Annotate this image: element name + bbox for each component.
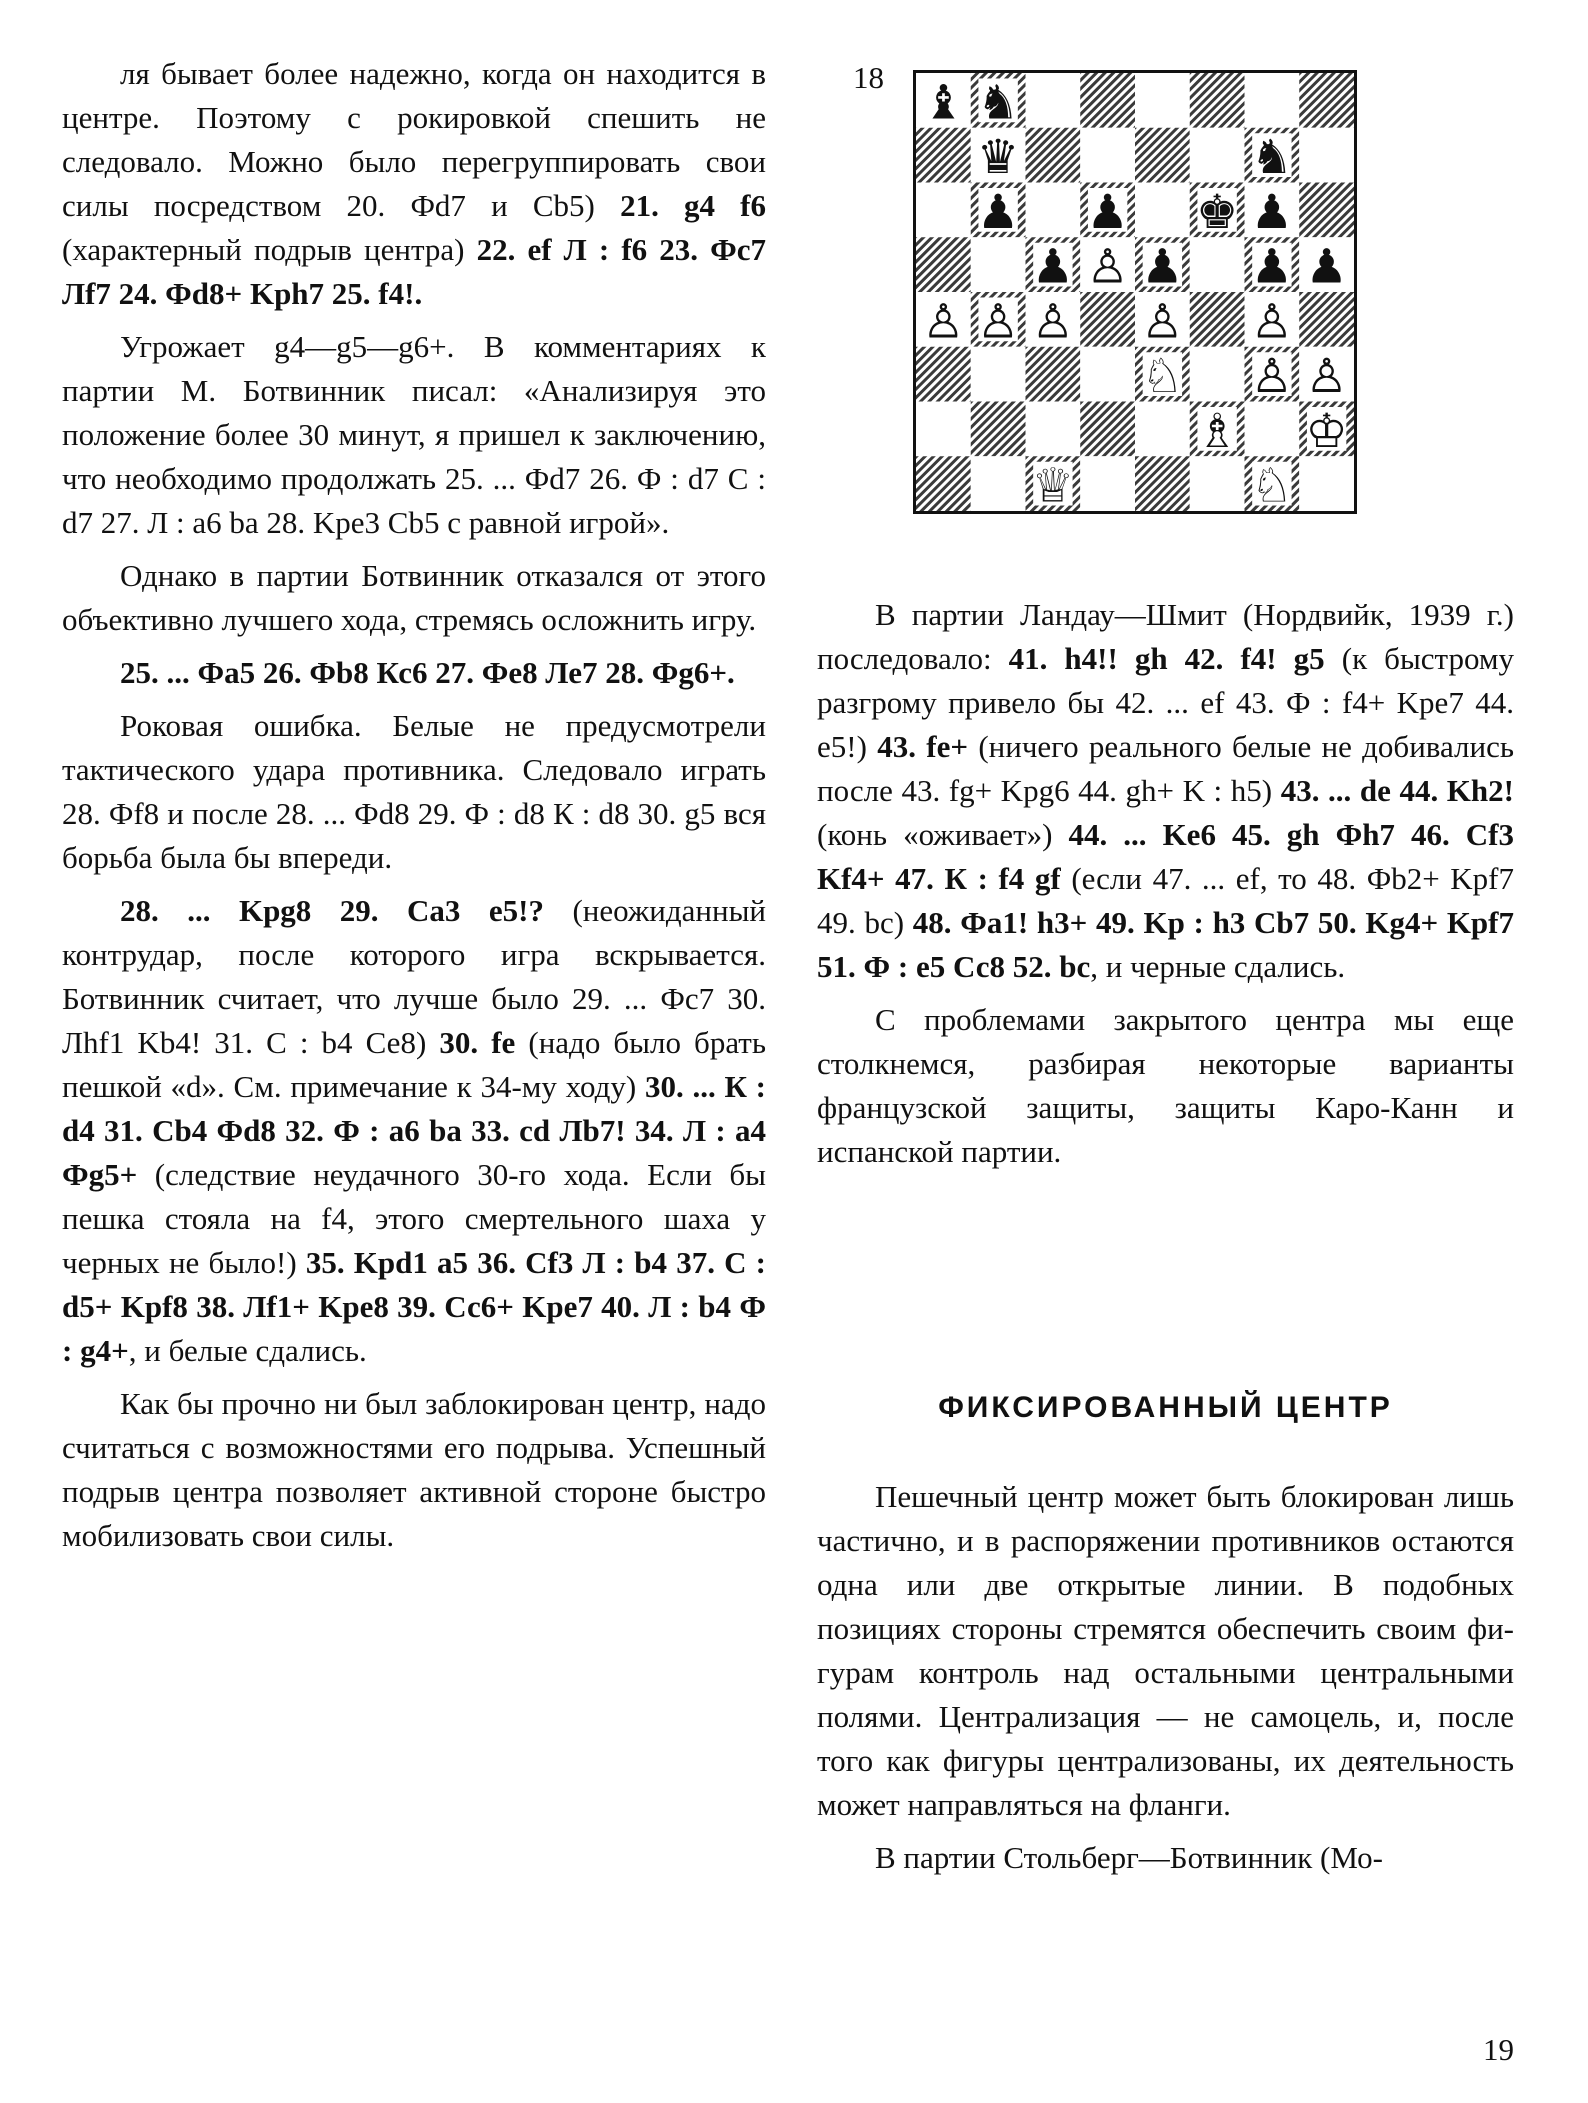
white-pawn-icon: ♙ xyxy=(1031,294,1074,350)
dark-square xyxy=(1299,183,1354,238)
black-bishop-icon: ♝ xyxy=(922,75,965,131)
move-notation: 43. ... de 44. Kh2! xyxy=(1280,773,1514,808)
light-square xyxy=(1190,237,1245,292)
white-pawn-icon: ♙ xyxy=(922,294,965,350)
light-square xyxy=(1080,347,1135,402)
page-number: 19 xyxy=(1483,2032,1514,2067)
light-square xyxy=(1135,73,1190,128)
text-segment: (характерный подрыв центра) xyxy=(62,232,477,267)
black-knight-icon: ♞ xyxy=(1250,130,1293,186)
white-pawn-icon: ♙ xyxy=(1250,349,1293,405)
white-knight-icon: ♘ xyxy=(1250,458,1293,514)
section-heading: ФИКСИРОВАННЫЙ ЦЕНТР xyxy=(938,1391,1393,1424)
white-queen-icon: ♕ xyxy=(1031,458,1074,514)
white-knight-icon: ♘ xyxy=(1141,349,1184,405)
text-segment: (надо было брать пешкой «d». См. примечание к 34-му ходу) xyxy=(62,1025,766,1104)
paragraph xyxy=(62,1382,766,1558)
light-square xyxy=(971,347,1026,402)
text-segment: (конь «оживает») xyxy=(817,817,1069,852)
light-square xyxy=(1135,402,1190,457)
dark-square xyxy=(1299,73,1354,128)
light-square xyxy=(1245,402,1300,457)
dark-square xyxy=(1190,73,1245,128)
text-segment: В партии Стольберг—Ботвинник (Мо- xyxy=(875,1840,1383,1875)
white-pawn-icon: ♙ xyxy=(1250,294,1293,350)
light-square xyxy=(916,402,971,457)
paragraph xyxy=(62,704,766,880)
text-segment: , и белые сдались. xyxy=(128,1333,367,1368)
move-notation: 44. ... Ke6 45. gh Фh7 46. Cf3 Kf4+ 47. К : f4 gf xyxy=(817,817,1514,896)
move-notation: 22. ef Л : f6 23. Фс7 Лf7 24. Фd8+ Kph7 25. f4!. xyxy=(62,232,766,311)
dark-square xyxy=(916,347,971,402)
text-segment: Пешечный центр может быть блокирован лишь частично, и в распоряжении противников остаются одна или две открытые линии. В подобных позициях стороны стремятся обеспечить своим фигурам контроль над остальными центральными полями. Централизация — не самоцель, и, после того как фигуры централизованы, их деятельность может направляться на фланги. xyxy=(817,1479,1514,1822)
text-segment: (неожиданный контрудар, после которого игра вскрывается. Ботвинник считает, что лучше было 29. ... Фс7 30. Лhf1 Kb4! 31. С : b4 Се8) xyxy=(62,893,767,1060)
text-segment: Роковая ошибка. Белые не предусмотрели тактического удара противника. Следовало играть 28. Фf8 и после 28. ... Фd8 29. Ф : d8 К : d8 30. g5 вся борьба была бы впереди. xyxy=(62,708,766,875)
text-segment: В партии Ландау—Шмит (Нордвийк, 1939 г.) последовало: xyxy=(817,597,1514,676)
text-segment: (ничего реального белые не добивались после 43. fg+ Kpg6 44. gh+ K : h5) xyxy=(817,729,1514,808)
text-segment: Однако в партии Ботвинник отказался от этого объективно лучшего хода, стремясь осложнить игру. xyxy=(62,558,766,637)
dark-square xyxy=(1190,292,1245,347)
light-square xyxy=(1080,128,1135,183)
dark-square xyxy=(1080,292,1135,347)
right-column-bottom xyxy=(817,1475,1514,1880)
black-king-icon: ♚ xyxy=(1196,184,1239,240)
dark-square xyxy=(916,456,971,511)
move-notation: 30. fe xyxy=(439,1025,516,1060)
black-pawn-icon: ♟ xyxy=(977,184,1020,240)
paragraph xyxy=(62,651,766,695)
light-square xyxy=(1190,347,1245,402)
dark-square xyxy=(1080,73,1135,128)
text-segment: ля бывает более надежно, когда он находится в центре. Поэтому с рокировкой спешить не следовало. Можно было перегруппировать свои силы посредством 20. Фd7 и Сb5) xyxy=(62,56,766,223)
text-segment: (если 47. ... ef, то 48. Фb2+ Kpf7 49. bс) xyxy=(817,861,1514,940)
paragraph xyxy=(817,1836,1514,1880)
text-segment: Угрожает g4—g5—g6+. В комментариях к партии М. Ботвинник писал: «Анализируя это положение более 30 минут, я пришел к заключению, что необходимо продолжать 25. ... Фd7 26. Ф : d7 С : d7 27. Л : а6 bа 28. Kpe3 Cb5 с равной игрой». xyxy=(62,329,766,540)
light-square xyxy=(1026,402,1081,457)
text-segment: (к быстрому разгрому привело бы 42. ... ef 43. Ф : f4+ Kpe7 44. е5!) xyxy=(817,641,1514,764)
dark-square xyxy=(916,237,971,292)
white-king-icon: ♔ xyxy=(1305,403,1348,459)
text-segment: Как бы прочно ни был заблокирован центр, надо считаться с возможностями его подрыва. Успешный подрыв центра позволяет активной стороне быстро мобилизовать свои силы. xyxy=(62,1386,766,1553)
move-notation: 35. Kpd1 а5 36. Cf3 Л : b4 37. С : d5+ Kpf8 38. Лf1+ Kpe8 39. Сс6+ Kpe7 40. Л : b4 Ф : g4+ xyxy=(62,1245,766,1368)
move-notation: 43. fe+ xyxy=(877,729,969,764)
white-pawn-icon: ♙ xyxy=(977,294,1020,350)
diagram-number: 18 xyxy=(853,60,884,95)
light-square xyxy=(1245,73,1300,128)
dark-square xyxy=(1299,292,1354,347)
dark-square xyxy=(1026,128,1081,183)
light-square xyxy=(1299,456,1354,511)
black-pawn-icon: ♟ xyxy=(1250,184,1293,240)
light-square xyxy=(1190,456,1245,511)
move-notation: 48. Фа1! h3+ 49. Kp : h3 Cb7 50. Kg4+ Kpf7 51. Ф : е5 Сс8 52. bс xyxy=(817,905,1514,984)
text-segment: (следствие неудачного 30-го хода. Если бы пешка стояла на f4, этого смертельного шаха у черных не было!) xyxy=(62,1157,766,1280)
white-pawn-icon: ♙ xyxy=(1086,239,1129,295)
dark-square xyxy=(1080,402,1135,457)
dark-square xyxy=(1135,456,1190,511)
left-column xyxy=(62,52,766,1558)
light-square xyxy=(1026,183,1081,238)
text-segment: , и черные сдались. xyxy=(1090,949,1346,984)
light-square xyxy=(1299,128,1354,183)
light-square xyxy=(971,237,1026,292)
paragraph xyxy=(62,325,766,545)
dark-square xyxy=(971,402,1026,457)
black-pawn-icon: ♟ xyxy=(1086,184,1129,240)
dark-square xyxy=(1135,128,1190,183)
move-notation: 41. h4!! gh 42. f4! g5 xyxy=(1008,641,1325,676)
black-pawn-icon: ♟ xyxy=(1250,239,1293,295)
text-segment: С проблемами закрытого центра мы еще столкнемся, разбирая некоторые варианты французской защиты, защиты Каро-Канн и испанской партии. xyxy=(817,1002,1514,1169)
light-square xyxy=(1080,456,1135,511)
light-square xyxy=(916,183,971,238)
move-notation: 30. ... К : d4 31. Cb4 Фd8 32. Ф : а6 bа 33. cd Лb7! 34. Л : а4 Фg5+ xyxy=(62,1069,766,1192)
black-queen-icon: ♛ xyxy=(977,130,1020,186)
paragraph xyxy=(62,554,766,642)
paragraph xyxy=(817,998,1514,1174)
black-knight-icon: ♞ xyxy=(977,75,1020,131)
paragraph xyxy=(817,593,1514,989)
dark-square xyxy=(1026,347,1081,402)
paragraph xyxy=(817,1475,1514,1827)
right-column-top xyxy=(817,593,1514,1174)
white-pawn-icon: ♙ xyxy=(1141,294,1184,350)
dark-square xyxy=(916,128,971,183)
black-pawn-icon: ♟ xyxy=(1305,239,1348,295)
paragraph xyxy=(62,889,766,1373)
light-square xyxy=(1026,73,1081,128)
move-notation: 21. g4 f6 xyxy=(620,188,766,223)
move-notation: 28. ... Kpg8 29. Са3 е5!? xyxy=(120,893,544,928)
light-square xyxy=(971,456,1026,511)
black-pawn-icon: ♟ xyxy=(1031,239,1074,295)
white-bishop-icon: ♗ xyxy=(1196,403,1239,459)
chess-diagram xyxy=(913,70,1357,514)
black-pawn-icon: ♟ xyxy=(1141,239,1184,295)
light-square xyxy=(1135,183,1190,238)
white-pawn-icon: ♙ xyxy=(1305,349,1348,405)
paragraph xyxy=(62,52,766,316)
move-notation: 25. ... Фа5 26. Фb8 Кс6 27. Фе8 Ле7 28. Фg6+. xyxy=(120,655,735,690)
light-square xyxy=(1190,128,1245,183)
